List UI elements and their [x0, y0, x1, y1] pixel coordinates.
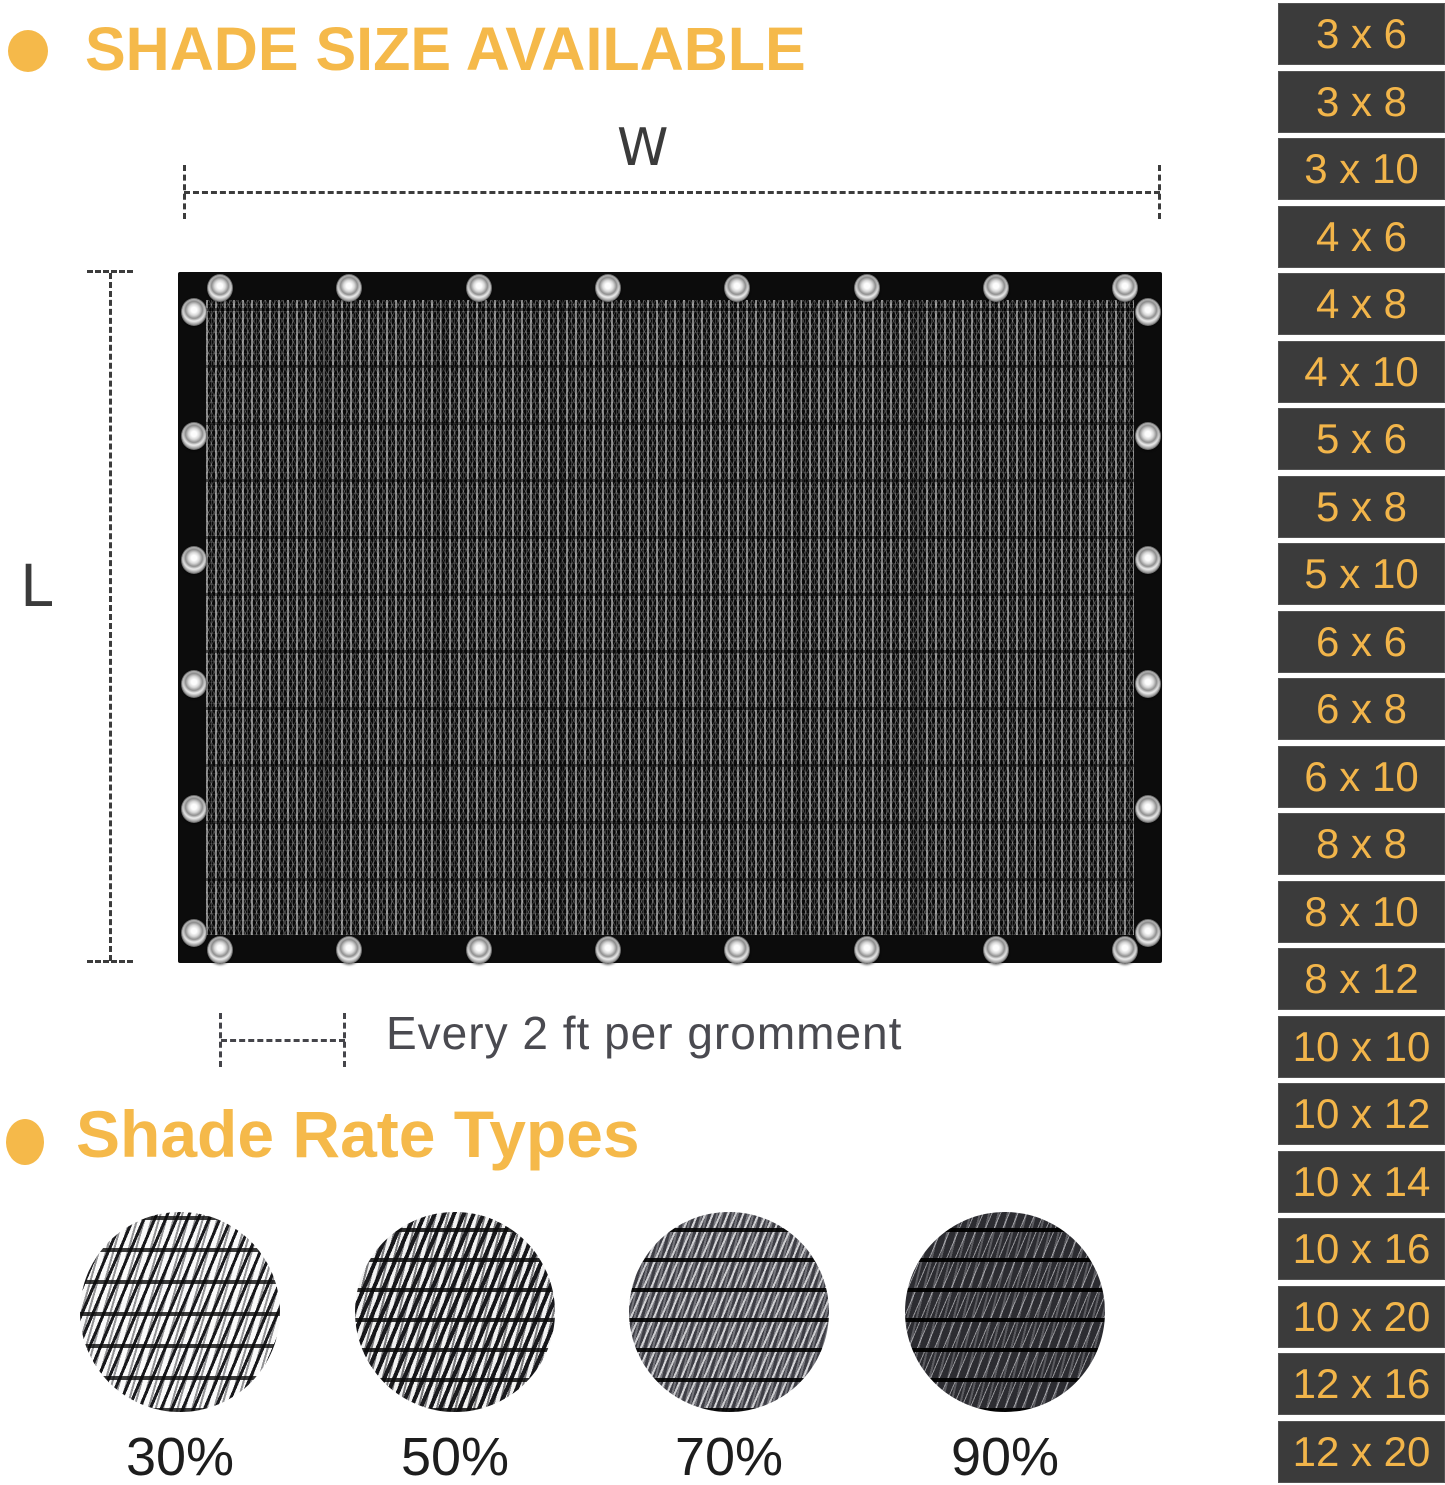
- grommet-icon: [1112, 936, 1138, 964]
- size-option: 3 x 6: [1278, 3, 1445, 65]
- grommet-spacing-note: Every 2 ft per gromment: [386, 1007, 903, 1059]
- grommet-icon: [466, 936, 492, 964]
- shade-net-mesh-texture: [206, 300, 1134, 935]
- size-option: 8 x 12: [1278, 948, 1445, 1010]
- grommet-icon: [336, 274, 362, 302]
- size-option: 10 x 14: [1278, 1151, 1445, 1213]
- shade-rate-swatch-50: [355, 1212, 555, 1412]
- grommet-icon: [854, 936, 880, 964]
- shade-rate-label: 30%: [125, 1427, 235, 1485]
- size-option: 10 x 12: [1278, 1083, 1445, 1145]
- size-section-title: SHADE SIZE AVAILABLE: [85, 15, 806, 83]
- grommet-icon: [1135, 670, 1161, 698]
- shade-net-graphic: [178, 272, 1162, 963]
- grommet-icon: [207, 274, 233, 302]
- grommet-icon: [181, 670, 207, 698]
- length-dimension-line: [109, 273, 112, 961]
- dimension-tick-icon: [183, 165, 186, 219]
- dimension-tick-icon: [87, 270, 133, 273]
- grommet-icon: [595, 274, 621, 302]
- shade-rate-label: 90%: [950, 1427, 1060, 1485]
- grommet-icon: [595, 936, 621, 964]
- shade-rate-swatch-90: [905, 1212, 1105, 1412]
- grommet-icon: [207, 936, 233, 964]
- bullet-dot-icon: [8, 30, 48, 72]
- grommet-icon: [1135, 546, 1161, 574]
- grommet-icon: [466, 274, 492, 302]
- grommet-icon: [181, 795, 207, 823]
- size-option: 4 x 10: [1278, 341, 1445, 403]
- size-option: 12 x 20: [1278, 1421, 1445, 1483]
- size-option: 4 x 8: [1278, 273, 1445, 335]
- width-dimension-line: [184, 191, 1160, 194]
- size-option: 6 x 10: [1278, 746, 1445, 808]
- grommet-icon: [1112, 274, 1138, 302]
- grommet-icon: [724, 936, 750, 964]
- dimension-tick-icon: [343, 1013, 346, 1067]
- grommet-icon: [983, 936, 1009, 964]
- grommet-icon: [181, 546, 207, 574]
- shade-rate-label: 50%: [400, 1427, 510, 1485]
- shade-rate-label: 70%: [674, 1427, 784, 1485]
- dimension-tick-icon: [87, 960, 133, 963]
- shade-rate-swatch-30: [80, 1212, 280, 1412]
- grommet-icon: [181, 919, 207, 947]
- size-option: 10 x 20: [1278, 1286, 1445, 1348]
- rate-section-title: Shade Rate Types: [76, 1097, 640, 1171]
- grommet-icon: [1135, 919, 1161, 947]
- grommet-icon: [336, 936, 362, 964]
- bullet-dot-icon: [6, 1119, 44, 1165]
- size-option: 4 x 6: [1278, 206, 1445, 268]
- size-option: 6 x 8: [1278, 678, 1445, 740]
- grommet-icon: [1135, 298, 1161, 326]
- grommet-icon: [181, 298, 207, 326]
- grommet-icon: [983, 274, 1009, 302]
- dimension-tick-icon: [219, 1013, 222, 1067]
- grommet-icon: [1135, 422, 1161, 450]
- size-option: 8 x 8: [1278, 813, 1445, 875]
- size-option: 10 x 10: [1278, 1016, 1445, 1078]
- dimension-tick-icon: [1158, 165, 1161, 219]
- grommet-icon: [1135, 795, 1161, 823]
- size-option: 5 x 10: [1278, 543, 1445, 605]
- size-option: 12 x 16: [1278, 1353, 1445, 1415]
- grommet-icon: [724, 274, 750, 302]
- size-option: 10 x 16: [1278, 1218, 1445, 1280]
- width-dimension-label: W: [617, 118, 669, 178]
- grommet-spacing-line: [221, 1039, 345, 1042]
- length-dimension-label: L: [20, 552, 53, 620]
- size-option: 5 x 8: [1278, 476, 1445, 538]
- size-option: 5 x 6: [1278, 408, 1445, 470]
- size-option: 6 x 6: [1278, 611, 1445, 673]
- size-option: 3 x 8: [1278, 71, 1445, 133]
- grommet-icon: [181, 422, 207, 450]
- size-option: 3 x 10: [1278, 138, 1445, 200]
- size-option: 8 x 10: [1278, 881, 1445, 943]
- shade-rate-swatch-70: [629, 1212, 829, 1412]
- grommet-icon: [854, 274, 880, 302]
